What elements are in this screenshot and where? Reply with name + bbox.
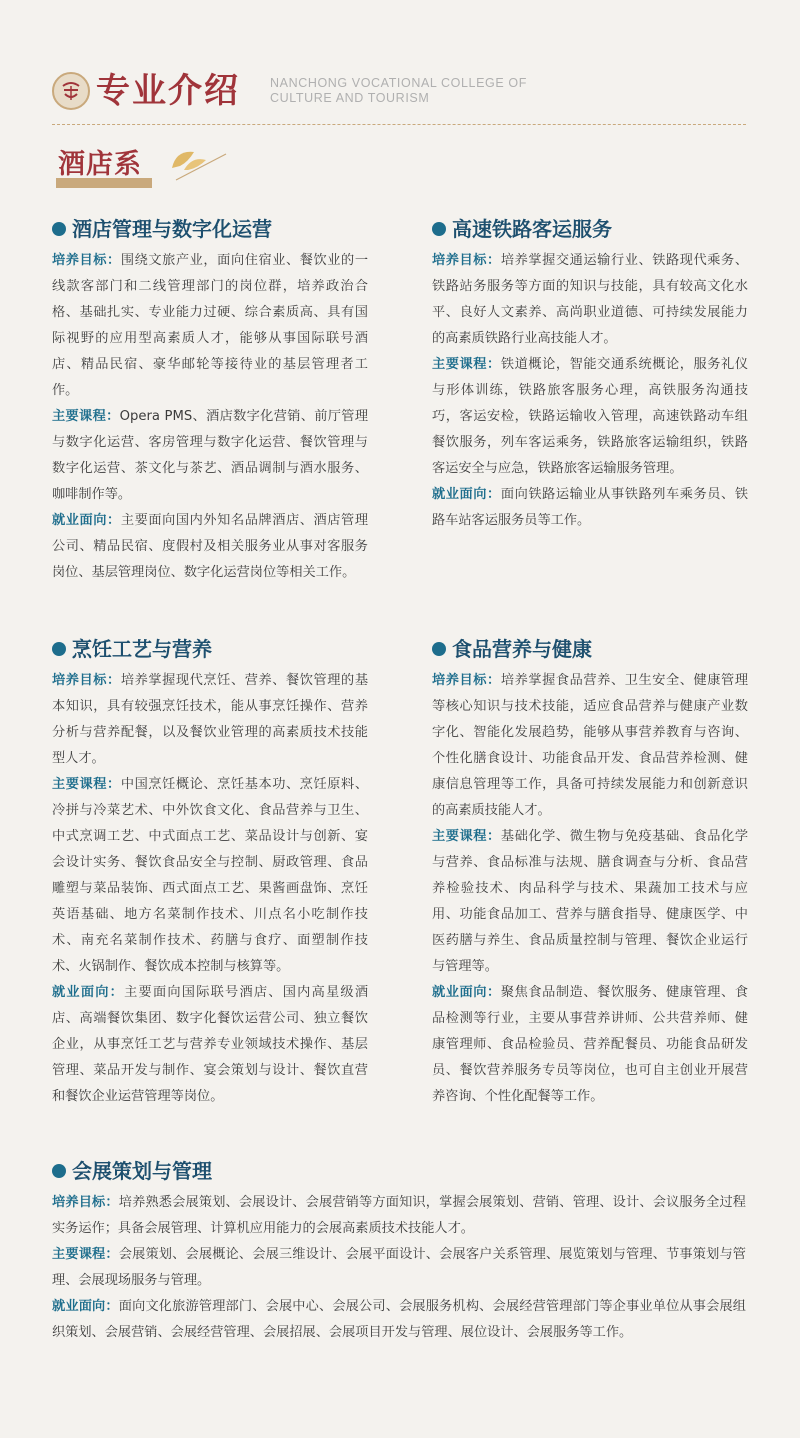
major-high-speed-rail xyxy=(432,214,748,534)
major-courses: 主要课程：Opera PMS、酒店数字化营销、前厅管理与数字化运营、客房管理与数字化运营、餐饮管理与数字化运营、茶文化与茶艺、酒品调制与酒水服务、咖啡制作等。 xyxy=(52,409,369,502)
major-jobs: 就业面向：主要面向国际联号酒店、国内高星级酒店、高端餐饮集团、数字化餐饮运营公司、独立餐饮企业，从事烹饪工艺与营养专业领域技术操作、基层管理、菜品开发与制作、宴会策划与设计、餐饮直营和餐饮企业运营管理等岗位。 xyxy=(52,985,369,1104)
major-jobs: 就业面向：面向铁路运输业从事铁路列车乘务员、铁路车站客运服务员等工作。 xyxy=(432,487,749,528)
major-jobs: 就业面向：主要面向国内外知名品牌酒店、酒店管理公司、精品民宿、度假村及相关服务业从事对客服务岗位、基层管理岗位、数字化运营岗位等相关工作。 xyxy=(52,513,369,580)
major-goal: 培养目标：培养掌握现代烹饪、营养、餐饮管理的基本知识，具有较强烹饪技术，能从事烹饪操作、营养分析与营养配餐，以及餐饮业管理的高素质技术技能型人才。 xyxy=(52,673,369,766)
bullet-dot-icon xyxy=(52,642,66,656)
major-food-nutrition xyxy=(432,634,748,1110)
major-goal: 培养目标：培养熟悉会展策划、会展设计、会展营销等方面知识，掌握会展策划、营销、管理、设计、会议服务全过程实务运作；具备会展管理、计算机应用能力的会展高素质技术技能人才。 xyxy=(52,1195,746,1236)
major-goal: 培养目标：培养掌握食品营养、卫生安全、健康管理等核心知识与技术技能，适应食品营养与健康产业数字化、智能化发展趋势，能够从事营养教育与咨询、个性化膳食设计、功能食品开发、食品营养检测、健康信息管理等工作，具备可持续发展能力和创新意识的高素质技能人才。 xyxy=(432,673,749,818)
major-title: 食品营养与健康 xyxy=(452,637,592,661)
bullet-dot-icon xyxy=(432,642,446,656)
major-title: 高速铁路客运服务 xyxy=(452,217,612,241)
major-hotel-management xyxy=(52,214,368,586)
major-goal: 培养目标：围绕文旅产业，面向住宿业、餐饮业的一线款客部门和二线管理部门的岗位群，培养政治合格、基础扎实、专业能力过硬、综合素质高、具有国际视野的应用型高素质人才，能够从事国际联号酒店、精品民宿、豪华邮轮等接待业的基层管理者工作。 xyxy=(52,253,369,398)
major-title: 会展策划与管理 xyxy=(72,1159,212,1183)
major-courses: 主要课程：会展策划、会展概论、会展三维设计、会展平面设计、会展客户关系管理、展览策划与管理、节事策划与管理、会展现场服务与管理。 xyxy=(52,1247,746,1288)
department-title: 酒店系 xyxy=(58,149,142,180)
bullet-dot-icon xyxy=(432,222,446,236)
header-divider xyxy=(52,124,746,125)
major-jobs: 就业面向：聚焦食品制造、餐饮服务、健康管理、食品检测等行业，主要从事营养讲师、公共营养师、健康管理师、食品检验员、营养配餐员、功能食品研发员、餐饮营养服务专员等岗位，也可自主创业开展营养咨询、个性化配餐等工作。 xyxy=(432,985,749,1104)
major-exhibition xyxy=(52,1156,746,1346)
major-courses: 主要课程：铁道概论，智能交通系统概论，服务礼仪与形体训练，铁路旅客服务心理，高铁服务沟通技巧，客运安检，铁路运输收入管理，高速铁路动车组餐饮服务，列车客运乘务，铁路旅客运输组织，铁路客运安全与应急，铁路旅客运输服务管理。 xyxy=(432,357,749,476)
bullet-dot-icon xyxy=(52,222,66,236)
major-goal: 培养目标：培养掌握交通运输行业、铁路现代乘务、铁路站务服务等方面的知识与技能，具有较高文化水平、良好人文素养、高尚职业道德、可持续发展能力的高素质铁路行业高技能人才。 xyxy=(432,253,749,346)
college-logo-icon xyxy=(52,72,90,110)
major-courses: 主要课程：中国烹饪概论、烹饪基本功、烹饪原料、冷拼与冷菜艺术、中外饮食文化、食品营养与卫生、中式烹调工艺、中式面点工艺、菜品设计与创新、宴会设计实务、餐饮食品安全与控制、厨政管理、食品雕塑与菜品装饰、西式面点工艺、果酱画盘饰、烹饪英语基础、地方名菜制作技术、川点名小吃制作技术、南充名菜制作技术、药膳与食疗、面塑制作技术、火锅制作、餐饮成本控制与核算等。 xyxy=(52,777,369,974)
major-title: 烹饪工艺与营养 xyxy=(72,637,212,661)
college-english-name: NANCHONG VOCATIONAL COLLEGE OF CULTURE AND TOURISM xyxy=(270,76,527,105)
major-jobs: 就业面向：面向文化旅游管理部门、会展中心、会展公司、会展服务机构、会展经营管理部门等企事业单位从事会展组织策划、会展营销、会展经营管理、会展招展、会展项目开发与管理、展位设计、会展服务等工作。 xyxy=(52,1299,746,1340)
department-heading xyxy=(52,140,252,190)
major-culinary xyxy=(52,634,368,1110)
major-courses: 主要课程：基础化学、微生物与免疫基础、食品化学与营养、食品标准与法规、膳食调查与分析、食品营养检验技术、肉品科学与技术、果蔬加工技术与应用、功能食品加工、营养与膳食指导、健康医学、中医药膳与养生、食品质量控制与管理、餐饮企业运行与管理等。 xyxy=(432,829,749,974)
bullet-dot-icon xyxy=(52,1164,66,1178)
major-title: 酒店管理与数字化运营 xyxy=(72,217,272,241)
page-title: 专业介绍 xyxy=(96,71,240,111)
page-header xyxy=(52,68,752,118)
ginkgo-leaf-icon xyxy=(154,146,230,186)
